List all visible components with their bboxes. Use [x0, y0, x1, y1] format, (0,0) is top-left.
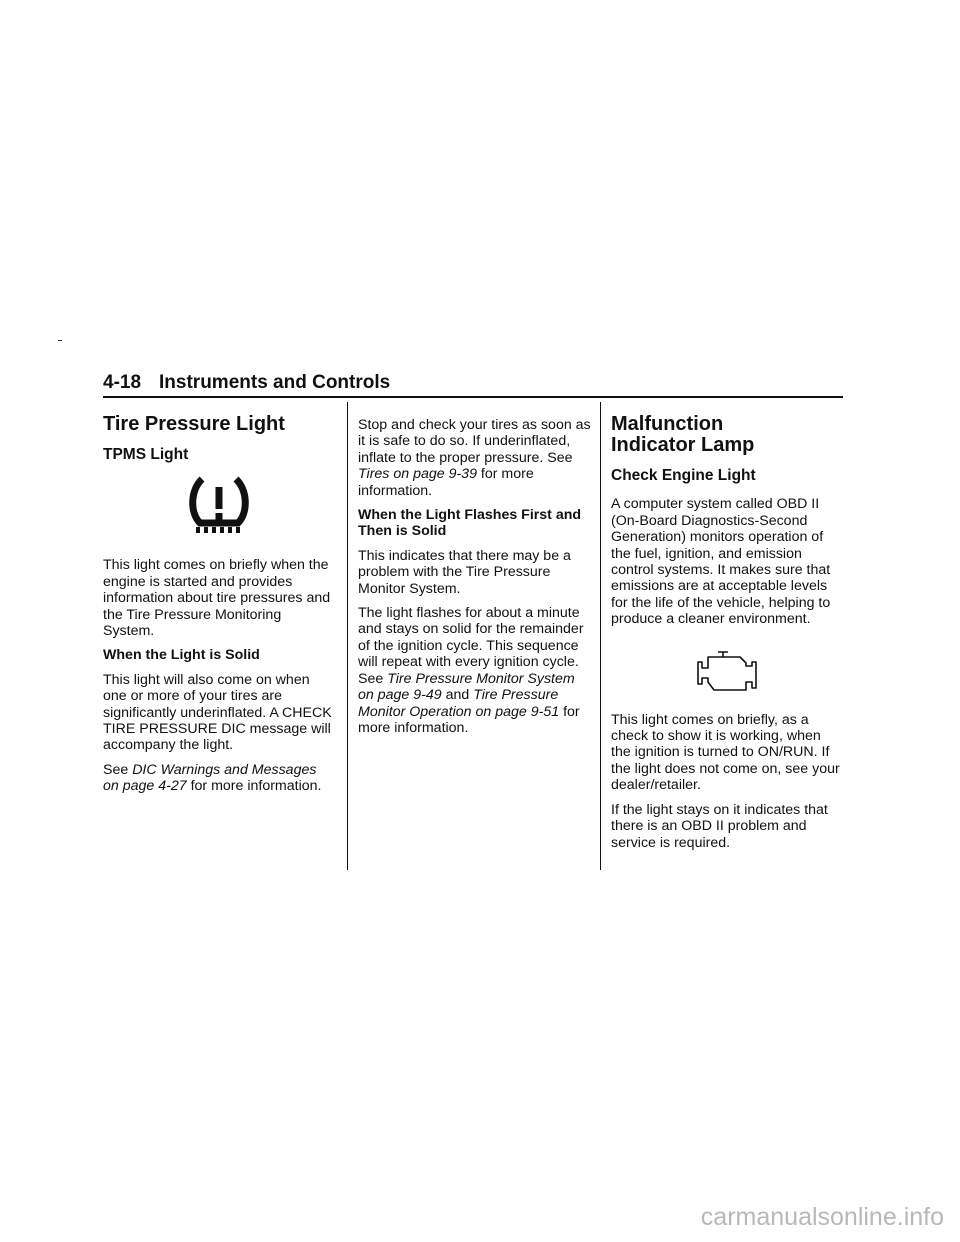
tpms-paragraph-2: This light will also come on when one or more of your tires are significantly underinflated. A CHECK TIRE PRESSURE DIC message will accompany the light. [103, 671, 332, 754]
column-3 [611, 414, 843, 859]
malfunction-heading: Malfunction Indicator Lamp [611, 413, 755, 456]
tpms-operation-link[interactable]: Tire Pressure Monitor Operation on page 9-51 [358, 687, 560, 720]
engine-light-paragraph-2: If the light stays on it indicates that there is an OBD II problem and service is required. [611, 801, 828, 851]
tires-link[interactable]: Tires on page 9-39 [358, 466, 477, 483]
column-divider-2 [600, 402, 601, 870]
watermark: carmanualsonline.info [700, 1203, 944, 1231]
column-divider-1 [347, 402, 348, 870]
tpms-paragraph-3: See DIC Warnings and Messages on page 4-27 for more information. [103, 761, 322, 795]
light-solid-heading: When the Light is Solid [103, 647, 260, 664]
check-tires-paragraph: Stop and check your tires as soon as it is safe to do so. If underinflated, inflate to the proper pressure. See Tires on page 9-39 for more information. [358, 417, 591, 499]
header-rule [103, 396, 843, 398]
check-engine-subheading: Check Engine Light [611, 467, 756, 484]
obd-paragraph: A computer system called OBD II (On-Board Diagnostics-Second Generation) monitors operation of the fuel, ignition, and emission control systems. It makes sure that emissions are at acceptable levels for the life of the vehicle, helping to produce a cleaner environment. [611, 496, 831, 628]
page-number: 4-18 [103, 372, 142, 393]
dic-warnings-link[interactable]: DIC Warnings and Messages on page 4-27 [103, 761, 317, 795]
light-flashes-heading: When the Light Flashes First and Then is Solid [358, 507, 582, 540]
engine-light-paragraph-1: This light comes on briefly, as a check to show it is working, when the ignition is turned to ON/RUN. If the light does not come on, see your dealer/retailer. [611, 711, 840, 794]
section-title: Instruments and Controls [159, 372, 391, 393]
column-1 [103, 414, 335, 803]
check-engine-icon [694, 648, 760, 694]
tire-pressure-heading: Tire Pressure Light [103, 413, 285, 435]
page-header [103, 372, 843, 394]
tpms-paragraph-1: This light comes on briefly when the engine is started and provides information about tire pressures and the Tire Pressure Monitoring System. [103, 557, 331, 640]
tpms-system-link[interactable]: Tire Pressure Monitor System on page 9-49 [358, 670, 575, 704]
tpms-subheading: TPMS Light [103, 446, 189, 463]
flash-paragraph-2: The light flashes for about a minute and stays on solid for the remainder of the ignition cycle. This sequence will repeat with every ignition cycle. See Tire Pressure Monitor System on page 9-49 and Tire Pressure Monitor Operation on page 9-51 for more information. [358, 605, 584, 736]
corner-mark [58, 340, 62, 341]
flash-paragraph-1: This indicates that there may be a problem with the Tire Pressure Monitor System. [358, 547, 571, 597]
tpms-warning-icon [186, 475, 252, 537]
column-2 [358, 417, 592, 744]
